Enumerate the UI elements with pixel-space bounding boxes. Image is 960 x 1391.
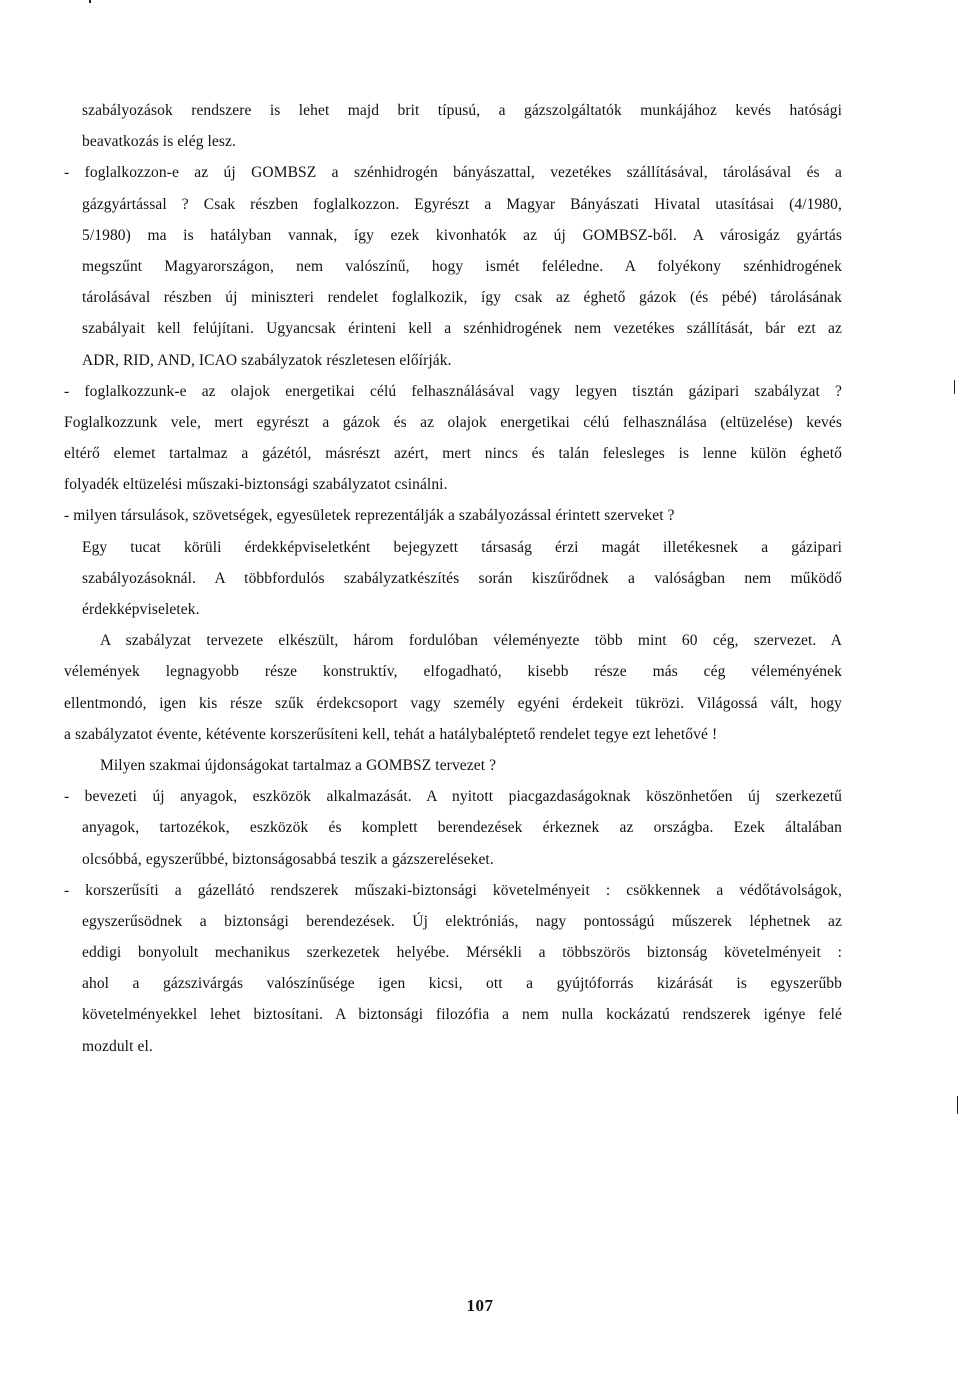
text-line: olcsóbbá, egyszerűbbé, biztonságosabbá teszik a gázszereléseket. [82, 850, 494, 868]
text-line: - foglalkozzunk-e az olajok energetikai célú felhasználásával vagy legyen tisztán gázipari szabályzat ? [64, 382, 842, 400]
text-line: - foglalkozzon-e az új GOMBSZ a szénhidrogén bányászattal, vezetékes szállításával, tárolásával és a [64, 164, 842, 182]
text-line: vélemények legnagyobb része konstruktív, elfogadható, kisebb része más cég véleményének [64, 663, 842, 681]
text-line: anyagok, tartozékok, eszközök és komplett berendezések érkeznek az országba. Ezek általában [82, 819, 842, 837]
text-line: Egy tucat körüli érdekképviseletként bejegyzett társaság érzi magát illetékesnek a gázipari [82, 538, 842, 556]
text-line: beavatkozás is elég lesz. [82, 133, 236, 151]
text-line: - milyen társulások, szövetségek, egyesületek reprezentálják a szabályozással érintett szerveket ? [64, 507, 675, 525]
text-line: folyadék eltüzelési műszaki-biztonsági szabályzatot csinálni. [64, 476, 448, 494]
text-line: követelményekkel lehet biztosítani. A biztonsági filozófia a nem nulla kockázatú rendszerek igénye felé [82, 1006, 842, 1024]
text-line: - korszerűsíti a gázellátó rendszerek műszaki-biztonsági követelményeit : csökkennek a védőtávolságok, [64, 881, 842, 899]
text-line: mozdult el. [82, 1037, 153, 1055]
text-line: megszűnt Magyarországon, nem valószínű, hogy ismét feléledne. A folyékony szénhidrogének [82, 257, 842, 275]
scan-speck [954, 380, 955, 394]
text-line: tárolásával részben új miniszteri rendelet foglalkozik, így csak az éghető gázok (és pébé) tárolásának [82, 289, 842, 307]
body-text [64, 95, 842, 1062]
text-line: egyszerűsödnek a biztonsági berendezések. Új elektróniás, nagy pontosságú műszerek léphetnek az [82, 912, 842, 930]
text-line: eddigi bonyolult mechanikus szerkezetek helyébe. Mérsékli a többszörös biztonság követelményeit : [82, 944, 842, 962]
text-line: Foglalkozzunk vele, mert egyrészt a gázok és az olajok energetikai célú felhasználása (eltüzelése) kevés [64, 413, 842, 431]
text-line: szabályozások rendszere is lehet majd brit típusú, a gázszolgáltatók munkájához kevés hatósági [82, 102, 842, 119]
text-line: ahol a gázszivárgás valószínűsége igen kicsi, ott a gyújtóforrás kizárását is egyszerűbb [82, 975, 842, 993]
text-line: szabályait kell felújítani. Ugyancsak érinteni kell a szénhidrogének nem vezetékes szállítását, bár ezt az [82, 320, 842, 338]
scan-speck [89, 0, 91, 3]
text-line: szabályozásoknál. A többfordulós szabályzatkészítés során kiszűrődnek a valóságban nem működő [82, 569, 842, 587]
scan-speck [957, 1096, 958, 1114]
text-line: gázgyártással ? Csak részben foglalkozzon. Egyrészt a Magyar Bányászati Hivatal utasításai (4/1980, [82, 195, 842, 213]
text-line: ADR, RID, AND, ICAO szabályzatok részletesen előírják. [82, 351, 452, 369]
page-number: 107 [466, 1296, 494, 1315]
text-line: 5/1980) ma is hatályban vannak, így ezek kivonhatók az új GOMBSZ-ből. A városigáz gyártás [82, 226, 842, 244]
text-line: eltérő elemet tartalmaz a gázétól, másrészt azért, mert nincs és talán felesleges is lenne külön éghető [64, 445, 842, 463]
text-line: - bevezeti új anyagok, eszközök alkalmazását. A nyitott piacgazdaságoknak köszönhetően új szerkezetű [64, 788, 842, 806]
text-line: Milyen szakmai újdonságokat tartalmaz a GOMBSZ tervezet ? [100, 756, 497, 774]
text-line: a szabályzatot évente, kétévente korszerűsíteni kell, tehát a hatálybaléptető rendelet tegye ezt lehetővé ! [64, 725, 718, 743]
text-line: érdekképviseletek. [82, 601, 200, 618]
text-line: A szabályzat tervezete elkészült, három fordulóban véleményezte több mint 60 cég, szervezet. A [100, 632, 842, 650]
text-line: ellentmondó, igen kis része szűk érdekcsoport vagy személy egyéni érdekeit tükrözi. Világossá vált, hogy [64, 694, 842, 712]
